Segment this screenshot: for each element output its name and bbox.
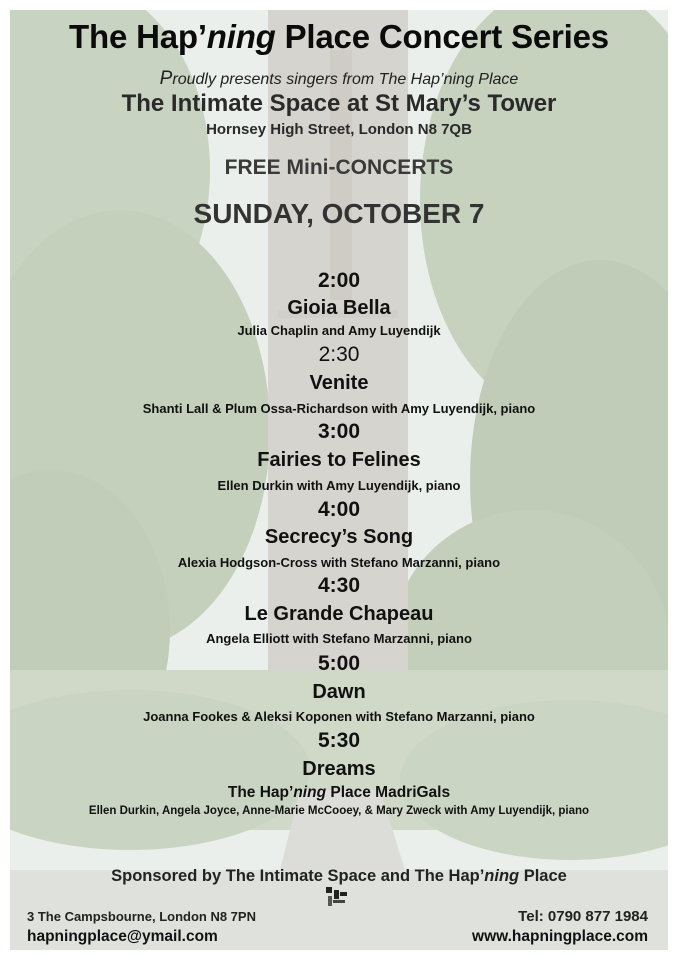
presents-line: Proudly presents singers from The Hap’ning Place xyxy=(159,68,519,89)
event-type: FREE Mini-CONCERTS xyxy=(224,156,454,179)
slot-piece: Dreams xyxy=(302,758,376,780)
slot-time: 2:00 xyxy=(317,269,361,292)
event-date: SUNDAY, OCTOBER 7 xyxy=(193,198,485,229)
contact-phone: Tel: 0790 877 1984 xyxy=(518,908,648,925)
slot-performers: Julia Chaplin and Amy Luyendijk xyxy=(237,323,441,338)
slot-piece: Venite xyxy=(309,372,369,394)
slot-time: 4:00 xyxy=(317,498,361,521)
venue-name: The Intimate Space at St Mary’s Tower xyxy=(121,90,557,117)
slot-performers: Ellen Durkin, Angela Joyce, Anne-Marie McCooey, & Mary Zweck with Amy Luyendijk, piano xyxy=(88,805,590,817)
slot-piece: Le Grande Chapeau xyxy=(244,603,434,625)
slot-performers: Joanna Fookes & Aleksi Koponen with Stefano Marzanni, piano xyxy=(143,709,535,724)
contact-address: 3 The Campsbourne, London N8 7PN xyxy=(27,909,256,924)
poster-title: The Hap’ning Place Concert Series xyxy=(69,18,609,55)
slot-piece: Secrecy’s Song xyxy=(264,526,414,548)
hapning-logo-icon xyxy=(325,886,349,908)
slot-piece: Dawn xyxy=(312,681,366,703)
website-link[interactable]: www.hapningplace.com xyxy=(472,928,648,945)
slot-time: 3:00 xyxy=(317,420,361,443)
slot-performers: Alexia Hodgson-Cross with Stefano Marzanni, piano xyxy=(177,555,501,570)
slot-time: 5:30 xyxy=(317,729,361,752)
slot-ensemble: The Hap’ning Place MadriGals xyxy=(227,784,451,801)
slot-time: 4:30 xyxy=(317,574,361,597)
slot-performers: Angela Elliott with Stefano Marzanni, piano xyxy=(206,631,472,646)
slot-performers: Ellen Durkin with Amy Luyendijk, piano xyxy=(217,478,461,493)
contact-email[interactable]: hapningplace@ymail.com xyxy=(27,928,218,945)
slot-piece: Gioia Bella xyxy=(287,297,391,319)
sponsor-line: Sponsored by The Intimate Space and The Hap’ning Place xyxy=(111,867,567,885)
venue-address: Hornsey High Street, London N8 7QB xyxy=(206,121,472,138)
slot-time: 2:30 xyxy=(318,343,360,366)
slot-time: 5:00 xyxy=(317,652,361,675)
slot-performers: Shanti Lall & Plum Ossa-Richardson with Amy Luyendijk, piano xyxy=(142,401,536,416)
slot-piece: Fairies to Felines xyxy=(257,449,421,471)
